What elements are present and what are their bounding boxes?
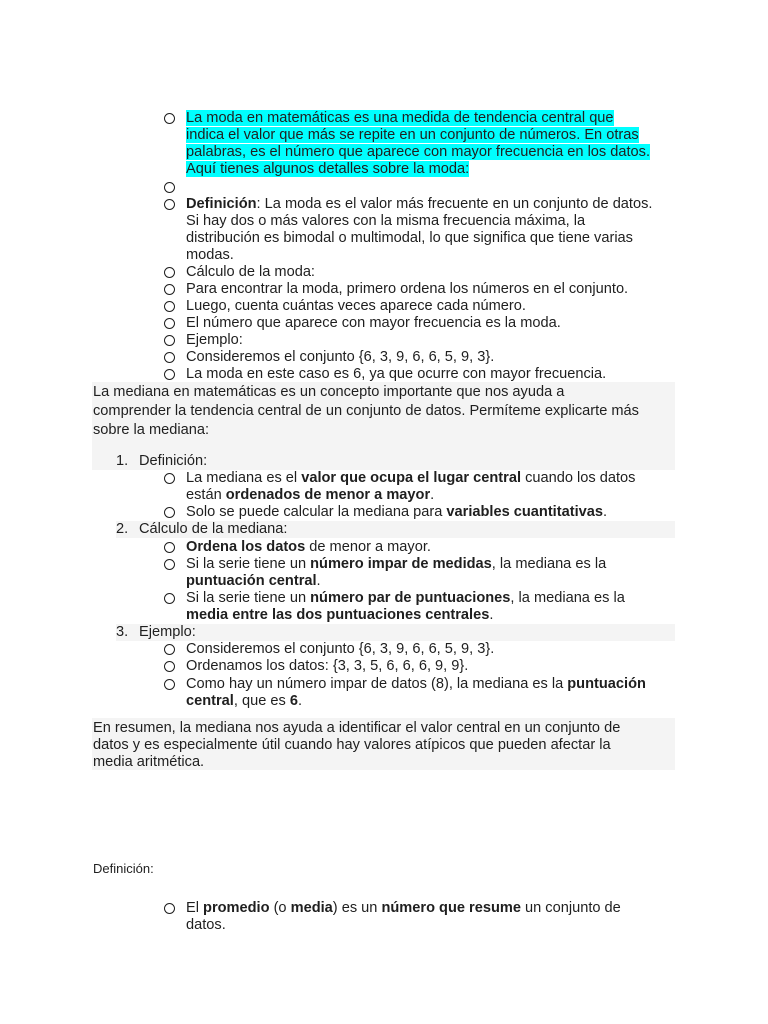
mediana-calc-a: Ordena los datos de menor a mayor.: [186, 539, 431, 555]
bullet-icon: [163, 539, 177, 556]
mediana-ej-b: Ordenamos los datos: {3, 3, 5, 6, 6, 6, 9, 9}.: [186, 658, 469, 674]
bullet-icon: [163, 281, 177, 298]
moda-item: La moda en este caso es 6, ya que ocurre con mayor frecuencia.: [186, 366, 607, 382]
mediana-calc-b: Si la serie tiene un número impar de medidas, la mediana es la puntuación central.: [186, 556, 607, 589]
mediana-summary: En resumen, la mediana nos ayuda a identificar el valor central en un conjunto de datos y es especialmente útil cuando hay valores atípicos que pueden afectar la media aritmética.: [93, 720, 621, 770]
moda-intro: La moda en matemáticas es una medida de tendencia central que indica el valor que más se repite en un conjunto de números. En otras palabras, es el número que aparece con mayor frecuencia en los datos. Aquí tienes algunos detalles sobre la moda:: [186, 110, 651, 177]
list-number: 2.: [116, 521, 129, 537]
bullet-icon: [163, 676, 177, 693]
moda-item: Para encontrar la moda, primero ordena los números en el conjunto.: [186, 281, 629, 297]
moda-item: El número que aparece con mayor frecuencia es la moda.: [186, 315, 561, 331]
mediana-ej-a: Consideremos el conjunto {6, 3, 9, 6, 6, 5, 9, 3}.: [186, 641, 495, 657]
bullet-icon: [163, 315, 177, 332]
moda-item: Ejemplo:: [186, 332, 243, 348]
mediana-def-b: Solo se puede calcular la mediana para variables cuantitativas.: [186, 504, 608, 520]
list-number: 1.: [116, 453, 129, 469]
list-number: 3.: [116, 624, 129, 640]
promedio-heading: Definición:: [93, 861, 154, 876]
bullet-icon: [163, 196, 177, 213]
section-highlight: [116, 624, 675, 641]
bullet-icon: [163, 641, 177, 658]
bullet-icon: [163, 332, 177, 349]
moda-definition: Definición: La moda es el valor más frecuente en un conjunto de datos. Si hay dos o más valores con la misma frecuencia máxima, la distribución es bimodal o multimodal, lo que significa que tiene varias modas.: [186, 196, 653, 263]
mediana-def-a: La mediana es el valor que ocupa el lugar central cuando los datos están ordenados de menor a mayor.: [186, 470, 636, 503]
bullet-icon: [163, 298, 177, 315]
bullet-icon: [163, 504, 177, 521]
section-title-definicion: Definición:: [139, 453, 208, 469]
bullet-icon: [163, 658, 177, 675]
bullet-icon: [163, 349, 177, 366]
bullet-icon: [163, 590, 177, 607]
bullet-icon: [163, 470, 177, 487]
mediana-calc-c: Si la serie tiene un número par de puntuaciones, la mediana es la media entre las dos puntuaciones centrales.: [186, 590, 625, 623]
moda-item: Consideremos el conjunto {6, 3, 9, 6, 6, 5, 9, 3}.: [186, 349, 495, 365]
promedio-definition: El promedio (o media) es un número que resume un conjunto de datos.: [186, 900, 621, 933]
bullet-icon: [163, 366, 177, 383]
bullet-icon: [163, 264, 177, 281]
bullet-icon: [163, 110, 177, 127]
section-title-ejemplo: Ejemplo:: [139, 624, 196, 640]
section-title-calculo: Cálculo de la mediana:: [139, 521, 288, 537]
moda-item: Luego, cuenta cuántas veces aparece cada número.: [186, 298, 526, 314]
moda-item: Cálculo de la moda:: [186, 264, 315, 280]
mediana-ej-c: Como hay un número impar de datos (8), la mediana es la puntuación central, que es 6.: [186, 676, 646, 709]
bullet-icon: [163, 179, 177, 196]
bullet-icon: [163, 900, 177, 917]
bullet-icon: [163, 556, 177, 573]
mediana-intro: La mediana en matemáticas es un concepto importante que nos ayuda a comprender la tendencia central de un conjunto de datos. Permíteme explicarte más sobre la mediana:: [93, 384, 639, 438]
